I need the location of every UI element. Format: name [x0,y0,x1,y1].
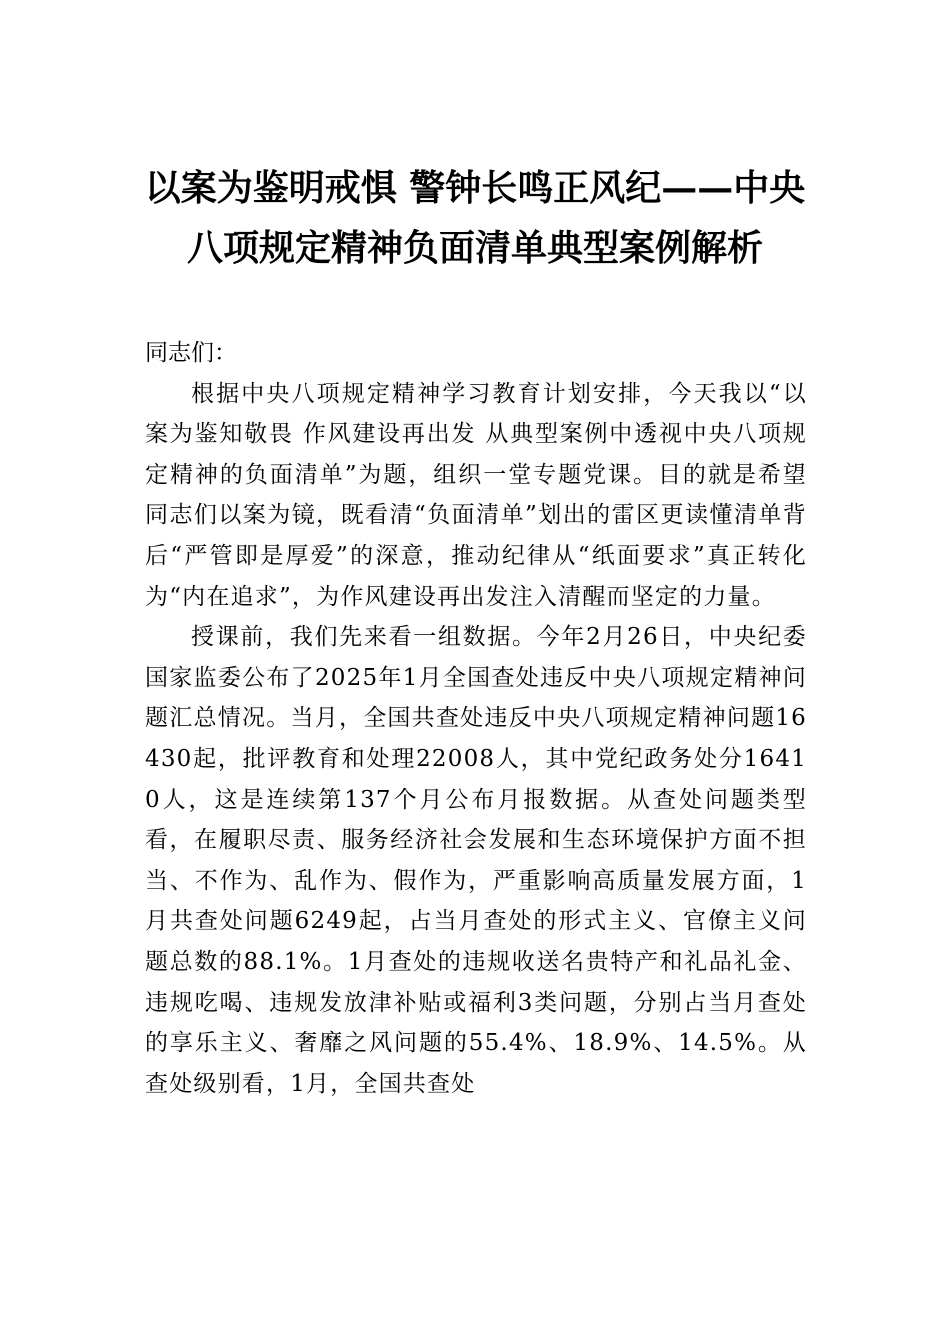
document-body [145,333,807,1104]
title-line-2: 八项规定精神负面清单典型案例解析 [186,227,763,269]
paragraph-intro: 根据中央八项规定精神学习教育计划安排，今天我以“以案为鉴知敬畏 作风建设再出发 从典型案例中透视中央八项规定精神的负面清单”为题，组织一堂专题党课。目的就是希望同志们以案为镜，既看清“负面清单”划出的雷区更读懂清单背后“严管即是厚爱”的深意，推动纪律从“纸面要求”真正转化为“内在追求”，为作风建设再出发注入清醒而坚定的力量。 [145,380,807,610]
paragraph-data: 授课前，我们先来看一组数据。今年2月26日，中央纪委国家监委公布了2025年1月全国查处违反中央八项规定精神问题汇总情况。当月，全国共查处违反中央八项规定精神问题16430起，批评教育和处理22008人，其中党纪政务处分16410人，这是连续第137个月公布月报数据。从查处问题类型看，在履职尽责、服务经济社会发展和生态环境保护方面不担当、不作为、乱作为、假作为，严重影响高质量发展方面，1月共查处问题6249起，占当月查处的形式主义、官僚主义问题总数的88.1%。1月查处的违规收送名贵特产和礼品礼金、违规吃喝、违规发放津补贴或福利3类问题，分别占当月查处的享乐主义、奢靡之风问题的55.4%、18.9%、14.5%。从查处级别看，1月，全国共查处 [145,624,807,1097]
document-title [140,158,810,278]
salutation: 同志们： [145,340,237,366]
title-line-1: 以案为鉴明戒惧 警钟长鸣正风纪——中央 [144,167,806,209]
